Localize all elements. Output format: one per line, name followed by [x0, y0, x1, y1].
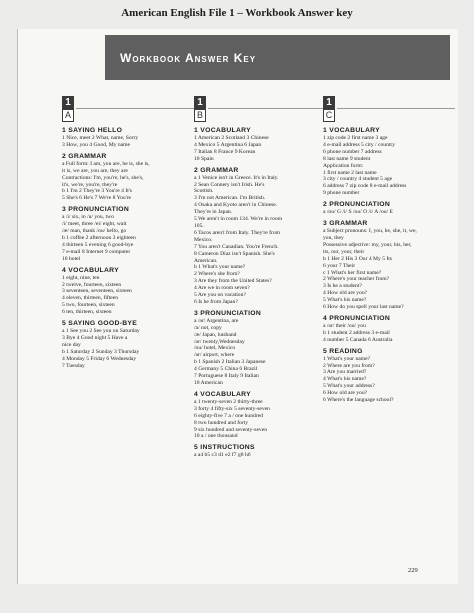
- answer-line: a /ou/ G /i/ S /ou/ O /i/ A /ou/ E: [323, 209, 393, 216]
- answer-line: 1 first name 2 last name: [323, 169, 377, 176]
- answer-line: 10 a / one thousand: [194, 433, 238, 440]
- lesson-letter: A: [62, 109, 74, 122]
- answer-line: 8 two hundred and forty: [194, 419, 249, 426]
- answer-line: it is, we are, you are, they are: [62, 167, 128, 174]
- answer-line: 8 Cameron Diaz isn't Spanish. She's: [194, 250, 275, 257]
- answer-line: a a4 b5 c3 d1 e2 f7 g8 h6: [194, 452, 251, 459]
- answer-line: 7 e-mail 8 Internet 9 computer: [62, 248, 131, 255]
- answer-line: 4 Are we in room seven?: [194, 285, 250, 292]
- answer-line: a 1 See you 2 See you on Saturday: [62, 328, 140, 335]
- lesson-rule: [76, 108, 194, 109]
- answer-line: 4 e-mail address 5 city / country: [323, 141, 396, 148]
- answer-line: 7 Portuguese 8 Italy 9 Italian: [194, 373, 259, 380]
- answer-line: Application form:: [323, 162, 364, 169]
- answer-line: 2 Where are you from?: [323, 362, 375, 369]
- lesson-rule: [208, 108, 326, 109]
- answer-line: 3 I'm not American. I'm British.: [194, 195, 266, 202]
- answer-line: Possessive adjective: my, your, his, her,: [323, 241, 412, 248]
- section-heading: 3 PRONUNCIATION: [62, 206, 130, 214]
- answer-line: 6 eighty-five 7 a / one hundred: [194, 412, 263, 419]
- answer-line: 3 Bye 4 Good night 5 Have a: [62, 334, 128, 341]
- answer-line: b 1 I'm 2 They're 3 You're 4 It's: [62, 188, 132, 195]
- page-number: 229: [408, 567, 418, 574]
- answer-line: 6 your 7 Their: [323, 262, 356, 269]
- section-heading: 5 SAYING GOOD-BYE: [62, 320, 138, 328]
- answer-line: 6 Where's the language school?: [323, 397, 394, 404]
- answer-line: 4 Mexico 5 Argentina 6 Japan: [194, 141, 262, 148]
- answer-line: 10 hotel: [62, 255, 81, 262]
- answer-line: 1 eight, nine, ten: [62, 274, 100, 281]
- answer-line: 5 She's 6 He's 7 We're 8 You're: [62, 195, 132, 202]
- answer-line: 6 How do you spell your last name?: [323, 304, 404, 311]
- section-heading: 3 GRAMMAR: [323, 220, 368, 228]
- answer-line: c 1 What's her first name?: [323, 269, 382, 276]
- answer-line: 2 Where's your teacher from?: [323, 276, 390, 283]
- section-heading: 3 PRONUNCIATION: [194, 309, 262, 317]
- answer-line: 2 Where's she from?: [194, 271, 240, 278]
- answer-line: a /i/ six, in /u/ you, two: [62, 214, 114, 221]
- answer-line: a /ər/ Argentina, are: [194, 317, 239, 324]
- answer-line: They're in Japan.: [194, 209, 233, 216]
- column-1b: [194, 96, 326, 459]
- answer-line: b 1 What's your name?: [194, 264, 246, 271]
- answer-line: 4 thirteen 5 evening 6 good-bye: [62, 241, 134, 248]
- section-heading: 1 VOCABULARY: [323, 127, 380, 134]
- answer-line: 6 Is he from Japan?: [194, 298, 238, 305]
- answer-line: 5 two, fourteen, sixteen: [62, 302, 115, 309]
- answer-line: b 1 Spanish 2 Italian 3 Japanese: [194, 359, 266, 366]
- section-heading: 2 GRAMMAR: [194, 166, 239, 174]
- answer-line: it's, we're, you're, they're: [62, 181, 118, 188]
- answer-line: Scottish.: [194, 188, 214, 195]
- section-heading: 1 VOCABULARY: [194, 127, 251, 134]
- answer-line: 1 zip code 2 first name 3 age: [323, 135, 388, 141]
- answer-line: 1 What's your name?: [323, 355, 371, 362]
- answer-line: b 1 Her 2 His 3 Our 4 My 5 Its: [323, 255, 392, 262]
- answer-line: 4 Osaka and Kyoto aren't in Chinese.: [194, 202, 278, 209]
- answer-line: its, our, your, their: [323, 248, 365, 255]
- section-heading: 4 PRONUNCIATION: [323, 314, 391, 322]
- banner-title: Workbook Answer Key: [120, 51, 257, 65]
- answer-line: 6 phone number 7 address: [323, 148, 382, 155]
- answer-line: 3 city / country 4 student 5 age: [323, 176, 393, 183]
- answer-line: 4 eleven, thirteen, fifteen: [62, 295, 119, 302]
- lesson-badge: [194, 96, 206, 122]
- lesson-rule: [337, 108, 455, 109]
- answer-line: 4 What's his name?: [323, 376, 367, 383]
- section-heading: 4 VOCABULARY: [62, 266, 119, 274]
- answer-line: 10 American: [194, 380, 223, 386]
- answer-line: 3 seventeen, seventeen, sixteen: [62, 288, 132, 295]
- answer-line: a 1 Venice isn't in Greece. It's in Italy.: [194, 174, 279, 181]
- answer-line: /ou/ hotel, Mexico: [194, 345, 236, 352]
- answer-line: 3 Is he a student?: [323, 283, 362, 290]
- answer-line: 1 American 2 Scotland 3 Chinese: [194, 135, 269, 141]
- lesson-badge: [62, 96, 74, 122]
- answer-line: /i/ meet, three /ei/ eight, wait: [62, 221, 127, 228]
- answer-line: 4 Germany 5 China 6 Brazil: [194, 366, 258, 373]
- answer-line: /ər/ airport, where: [194, 352, 235, 359]
- lesson-number: 1: [62, 96, 74, 109]
- lesson-number: 1: [323, 96, 335, 109]
- answer-line: 10 Spain: [194, 155, 214, 162]
- answer-line: b 1 coffee 2 afternoon 3 eighteen: [62, 234, 136, 241]
- answer-line: American.: [194, 257, 218, 264]
- column-1a: [62, 96, 194, 369]
- lesson-number: 1: [194, 96, 206, 109]
- answer-line: 4 How old are you?: [323, 290, 368, 297]
- answer-line: 9 six hundred and seventy-seven: [194, 426, 268, 433]
- answer-line: 5 What's your address?: [323, 383, 375, 390]
- answer-line: 105.: [194, 222, 204, 229]
- answer-line: /æ/ man, thank /ou/ hello, go: [62, 228, 127, 235]
- answer-line: 5 Are you on vacation?: [194, 292, 246, 299]
- answer-line: b 1 Saturday 2 Sunday 3 Thursday: [62, 348, 140, 355]
- answer-line: b 1 student 2 address 3 e-mail: [323, 329, 390, 336]
- section-heading: 2 PRONUNCIATION: [323, 201, 391, 209]
- answer-line: /a/ not, copy: [194, 324, 222, 331]
- answer-line: a /ər/ their /ou/ you: [323, 322, 366, 329]
- answer-line: 6 Tacos aren't from Italy. They're from: [194, 229, 281, 236]
- answer-line: you, they: [323, 234, 344, 241]
- answer-line: 2 twelve, fourteen, sixteen: [62, 281, 122, 288]
- answer-line: 7 Italian 8 France 9 Korean: [194, 148, 256, 155]
- answer-line: a 1 twenty-seven 2 thirty-three: [194, 398, 263, 405]
- answer-line: 3 Are you married?: [323, 369, 367, 376]
- lesson-letter: B: [194, 109, 206, 122]
- section-heading: 4 VOCABULARY: [194, 390, 251, 398]
- answer-line: 1 Nice, meet 2 What, name, Sorry: [62, 135, 139, 141]
- section-heading: 5 INSTRUCTIONS: [194, 444, 255, 452]
- column-1c: [323, 96, 455, 404]
- section-heading: 2 GRAMMAR: [62, 152, 107, 160]
- answer-line: 6 How old are you?: [323, 390, 368, 397]
- document-title: American English File 1 – Workbook Answer key: [121, 7, 353, 19]
- answer-line: Mexico.: [194, 236, 213, 243]
- answer-line: nice day: [62, 341, 81, 348]
- answer-line: 3 forty 4 fifty-six 5 seventy-seven: [194, 405, 270, 412]
- section-heading: 1 SAYING HELLO: [62, 127, 123, 134]
- answer-line: 6 address 7 zip code 8 e-mail address: [323, 183, 407, 190]
- answer-line: 6 ten, thirteen, sixteen: [62, 309, 112, 316]
- lesson-letter: C: [323, 109, 335, 122]
- answer-line: 7 You aren't Canadian. You're French.: [194, 243, 279, 250]
- answer-line: 9 phone number: [323, 190, 360, 197]
- answer-line: /ər/ twenty,Wednesday: [194, 338, 245, 345]
- answer-line: 7 Tuesday: [62, 362, 85, 369]
- answer-line: /æ/ Japan, husband: [194, 331, 237, 338]
- answer-line: a Full form: I am, you are, he is, she is,: [62, 160, 150, 167]
- lesson-badge: [323, 96, 335, 122]
- answer-line: 4 Monday 5 Friday 6 Wednesday: [62, 355, 137, 362]
- answer-line: 3 How, you 4 Good, My name: [62, 141, 130, 148]
- answer-line: Contractions: I'm, you're, he's, she's,: [62, 174, 144, 181]
- answer-line: 5 What's his name?: [323, 297, 367, 304]
- answer-line: a Subject pronouns: I, you, he, she, it, we,: [323, 228, 417, 235]
- section-heading: 5 READING: [323, 347, 363, 355]
- answer-line: 4 number 5 Canada 6 Australia: [323, 336, 393, 343]
- answer-line: 5 We aren't in room 134. We're in room: [194, 216, 283, 223]
- answer-line: 8 last name 9 student: [323, 155, 371, 162]
- answer-line: 2 Sean Connery isn't Irish. He's: [194, 181, 265, 188]
- answer-line: 3 Are they from the United States?: [194, 278, 272, 285]
